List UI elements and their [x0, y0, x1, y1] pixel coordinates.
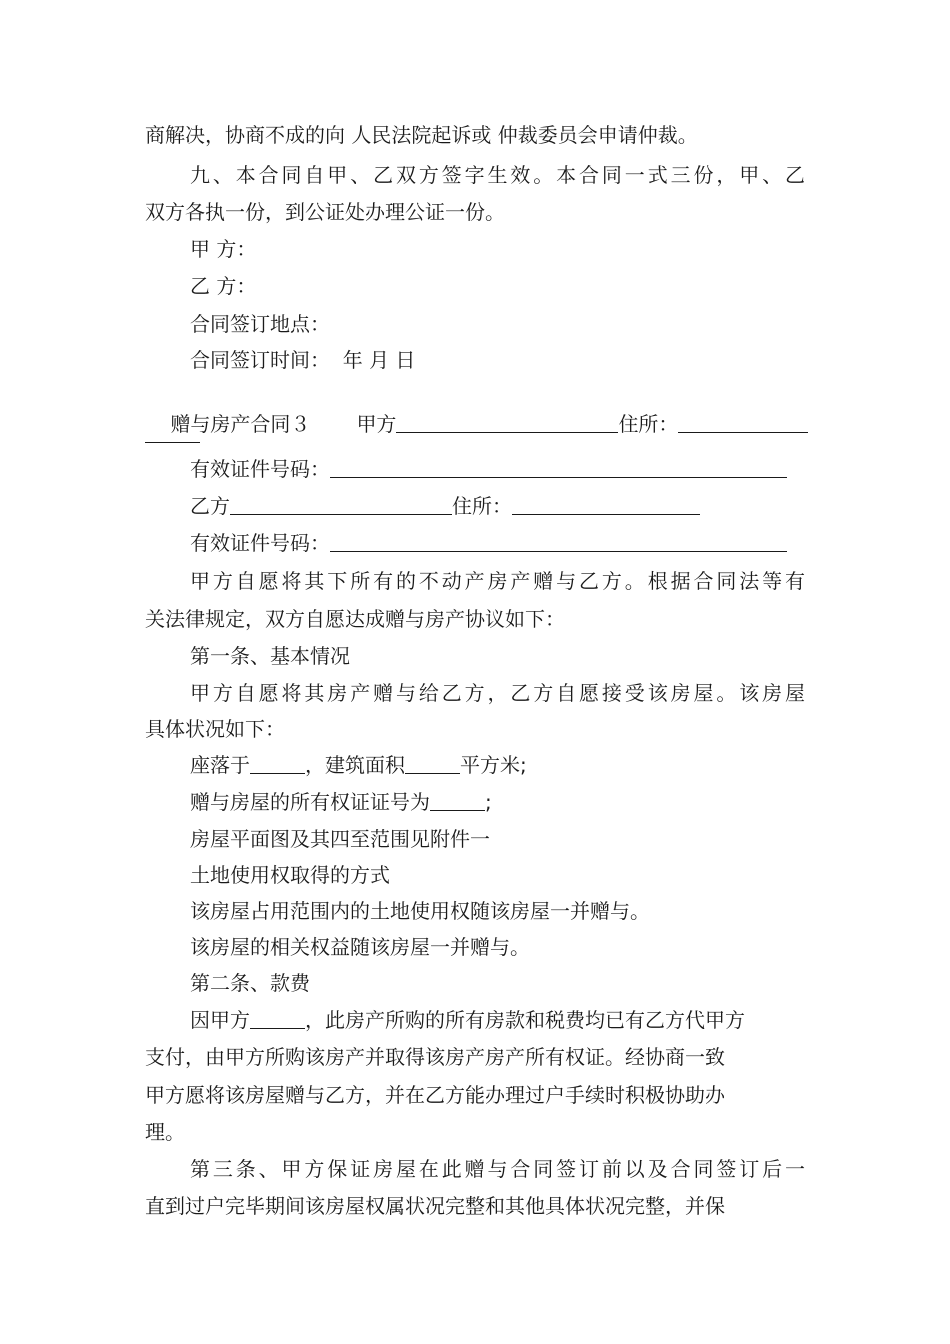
signing-place: 合同签订地点： — [190, 312, 330, 336]
paragraph-line: 直到过户完毕期间该房屋权属状况完整和其他具体状况完整，并保 — [145, 1194, 725, 1218]
address-blank-continued — [145, 420, 200, 448]
paragraph-line: 该房屋的相关权益随该房屋一并赠与。 — [190, 935, 530, 959]
article-heading: 第二条、款费 — [190, 971, 310, 995]
contract-3-header — [145, 382, 808, 466]
paragraph-line: 理。 — [145, 1120, 185, 1144]
signature-party-a: 甲 方： — [190, 237, 257, 261]
blank-line — [250, 1008, 305, 1029]
id-label: 有效证件号码： — [190, 531, 330, 555]
paragraph-line: 支付，由甲方所购该房产并取得该房产房产所有权证。经协商一致 — [145, 1045, 725, 1069]
paragraph-line: 关法律规定，双方自愿达成赠与房产协议如下： — [145, 607, 565, 631]
location-label: 座落于 — [190, 753, 250, 777]
signature-party-b: 乙 方： — [190, 274, 257, 298]
location-line — [190, 751, 527, 779]
party-b-line — [190, 492, 700, 520]
certificate-label: 赠与房屋的所有权证证号为 — [190, 790, 430, 814]
signing-date: 合同签订时间： 年 月 日 — [190, 348, 416, 372]
party-a-label: 甲方 — [356, 412, 397, 436]
area-label: ，建筑面积 — [305, 753, 405, 777]
party-b-label: 乙方 — [190, 494, 230, 518]
paragraph-line: 甲方自愿将其下所有的不动产房产赠与乙方。根据合同法等有 — [190, 569, 805, 593]
address-label: 住所： — [452, 494, 512, 518]
party-b-blank — [230, 494, 452, 515]
certificate-line — [190, 788, 492, 816]
blank-line — [250, 753, 305, 774]
line-end: ; — [485, 790, 492, 814]
paragraph-line: 房屋平面图及其四至范围见附件一 — [190, 827, 490, 851]
paragraph-line: 商解决，协商不成的向 人民法院起诉或 仲裁委员会申请仲裁。 — [145, 123, 698, 147]
article-heading: 第一条、基本情况 — [190, 644, 350, 668]
party-b-id-line — [190, 529, 787, 557]
contract-title: 赠与房产合同３ — [170, 412, 311, 436]
blank-line — [145, 422, 200, 443]
paragraph-line: 该房屋占用范围内的土地使用权随该房屋一并赠与。 — [190, 899, 650, 923]
paragraph-line: 具体状况如下： — [145, 717, 285, 741]
party-a-id-line — [190, 455, 787, 483]
blank-line — [430, 790, 485, 811]
id-label: 有效证件号码： — [190, 457, 330, 481]
paragraph-line: 双方各执一份，到公证处办理公证一份。 — [145, 200, 505, 224]
cause-label: 因甲方 — [190, 1008, 250, 1032]
blank-line — [405, 753, 460, 774]
paragraph-line: 第三条、甲方保证房屋在此赠与合同签订前以及合同签订后一 — [190, 1157, 805, 1181]
area-unit: 平方米; — [460, 753, 527, 777]
paragraph-line: 甲方愿将该房屋赠与乙方，并在乙方能办理过户手续时积极协助办 — [145, 1083, 725, 1107]
address-blank — [512, 494, 700, 515]
paragraph-line: 甲方自愿将其房产赠与给乙方，乙方自愿接受该房屋。该房屋 — [190, 681, 805, 705]
party-a-blank — [396, 412, 618, 433]
address-label: 住所： — [618, 412, 679, 436]
address-blank — [678, 412, 808, 433]
id-blank — [330, 457, 787, 478]
cause-text: ，此房产所购的所有房款和税费均已有乙方代甲方 — [305, 1008, 745, 1032]
id-blank — [330, 531, 787, 552]
paragraph-line: 九、本合同自甲、乙双方签字生效。本合同一式三份，甲、乙 — [190, 163, 805, 187]
paragraph-line: 土地使用权取得的方式 — [190, 863, 390, 887]
payment-line — [190, 1006, 745, 1034]
